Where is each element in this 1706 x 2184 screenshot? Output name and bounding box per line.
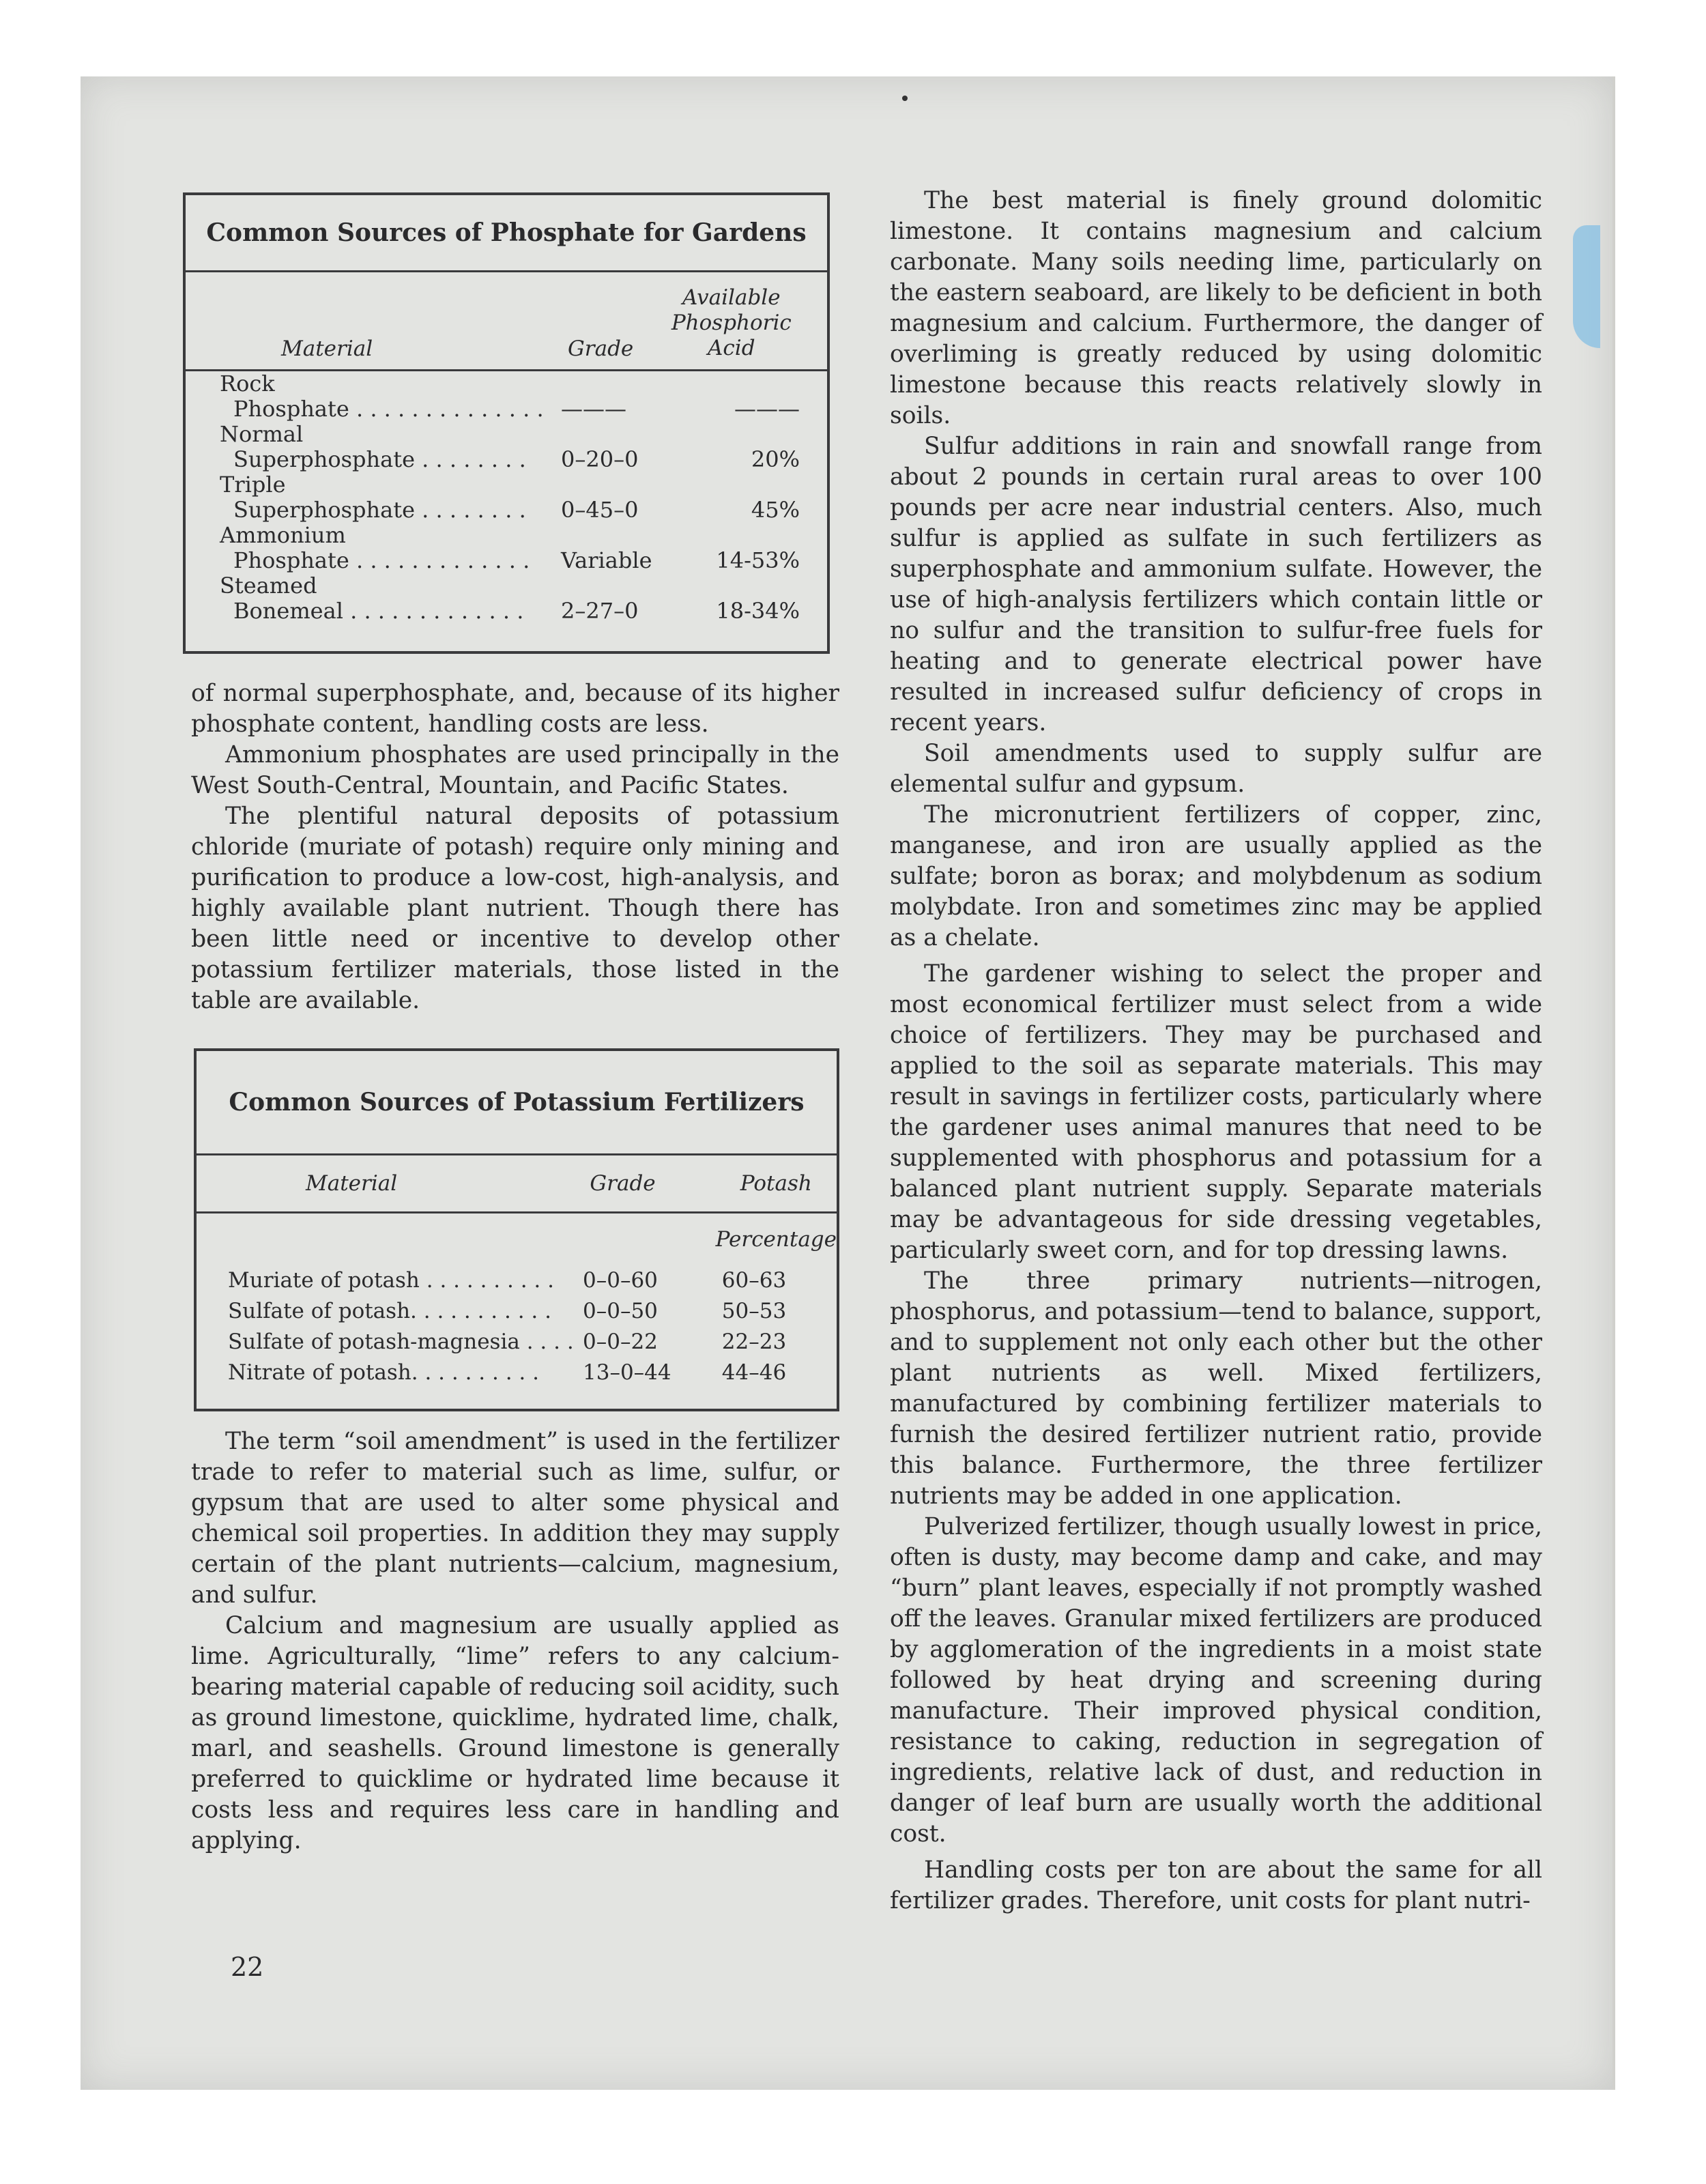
row-material-line2 [220, 599, 800, 624]
potassium-row-list [228, 1265, 809, 1388]
row-grade: 13–0–44 [583, 1360, 671, 1385]
phosphate-header-grade: Grade [527, 272, 656, 371]
potassium-header-material: Material [195, 1155, 562, 1213]
row-grade: 0–0–60 [583, 1268, 658, 1293]
row-material: Sulfate of potash-magnesia . . . . [228, 1330, 574, 1354]
potassium-table [194, 1048, 839, 1411]
paragraph: The three primary nutrients—nitrogen, phosphorus, and potassium—tend to balance, support, and to supplement not only each other but the other plant nutrients as well. Mixed fertilizers, manufactured by combining fertilizer materials to furnish the desired fertilizer nutrient ratio, provide this balance. Furthermore, the three fertilizer nutrients may be added in one application. [890, 1267, 1542, 1510]
potassium-header-percentage: Percentage [715, 1227, 837, 1252]
row-material: Bonemeal . . . . . . . . . . . . . [233, 599, 524, 624]
row-material-line1: Ammonium [220, 522, 346, 548]
phosphate-row [220, 371, 800, 422]
paragraph: Handling costs per ton are about the same for all fertilizer grades. Therefore, unit costs for plant nutri- [890, 1856, 1542, 1914]
blue-stain [1573, 225, 1600, 348]
row-material-line1: Normal [220, 421, 304, 447]
row-value: 60–63 [721, 1268, 787, 1293]
row-material-line1: Triple [220, 472, 286, 498]
row-value: 18-34% [716, 598, 800, 624]
potassium-row [228, 1357, 809, 1388]
paragraph: The micronutrient fertilizers of copper, zinc, manganese, and iron are usually applied as the sulfate; boron as borax; and molybdenum as sodium molybdate. Iron and sometimes zinc may be applied as a chelate. [890, 801, 1542, 951]
row-material: Phosphate . . . . . . . . . . . . . [233, 548, 530, 573]
row-material-line2 [220, 397, 800, 422]
row-grade: 0–0–50 [583, 1299, 658, 1323]
potassium-row [228, 1265, 809, 1296]
row-grade: 0–20–0 [561, 446, 639, 472]
phosphate-rows [184, 371, 828, 653]
row-grade: 2–27–0 [561, 598, 639, 624]
row-grade: Variable [561, 547, 652, 573]
row-material: Superphosphate . . . . . . . . [233, 447, 526, 472]
left-column-bottom [191, 1426, 839, 1856]
paragraph: Ammonium phosphates are used principally in the West South-Central, Mountain, and Pacific States. [191, 741, 839, 799]
header-available: Available [682, 285, 781, 310]
row-value: 45% [751, 497, 800, 523]
row-material-line2 [220, 447, 800, 472]
row-grade: 0–0–22 [583, 1330, 658, 1354]
paragraph: The best material is finely ground dolomitic limestone. It contains magnesium and calcium carbonate. Many soils needing lime, particularly on the eastern seaboard, are likely to be deficient in both magnesium and calcium. Furthermore, the danger of overliming is greatly reduced by using dolomitic limestone because this reacts relatively slowly in soils. [890, 187, 1542, 429]
phosphate-table-title: Common Sources of Phosphate for Gardens [184, 194, 828, 272]
row-value: 44–46 [721, 1360, 787, 1385]
row-material: Muriate of potash . . . . . . . . . . [228, 1268, 554, 1293]
row-material: Superphosphate . . . . . . . . [233, 498, 526, 523]
header-phosphoric: Phosphoric [671, 311, 792, 335]
potassium-table-title: Common Sources of Potassium Fertilizers [195, 1050, 838, 1155]
row-material-line2 [220, 548, 800, 573]
row-value: 20% [751, 446, 800, 472]
paragraph: Sulfur additions in rain and snowfall range from about 2 pounds in certain rural areas to over 100 pounds per acre near industrial centers. Also, much sulfur is applied as sulfate in such fertilizers as superphosphate and ammonium sulfate. However, the use of high-analysis fertilizers which contain little or no sulfur and the transition to sulfur-free fuels for heating and to generate electrical power have resulted in increased sulfur deficiency of crops in recent years. [890, 433, 1542, 736]
paragraph: of normal superphosphate, and, because of its higher phosphate content, handling costs are less. [191, 680, 839, 738]
phosphate-header-available-acid [656, 272, 828, 371]
row-value: 22–23 [721, 1330, 787, 1354]
potassium-header-grade: Grade [562, 1155, 715, 1213]
left-column-middle [191, 678, 839, 1016]
paragraph: Soil amendments used to supply sulfur are elemental sulfur and gypsum. [890, 740, 1542, 798]
punch-hole [902, 96, 908, 101]
row-material: Nitrate of potash. . . . . . . . . . [228, 1360, 539, 1385]
phosphate-row [220, 472, 800, 523]
potassium-header-potash: Potash [716, 1155, 838, 1213]
row-material: Phosphate . . . . . . . . . . . . . . [233, 397, 544, 422]
row-value: ——— [734, 396, 800, 422]
paragraph: Calcium and magnesium are usually applied as lime. Agriculturally, “lime” refers to any calcium-bearing material capable of reducing soil acidity, such as ground limestone, quicklime, hydrated lime, chalk, marl, and seashells. Ground limestone is generally preferred to quicklime or hydrated lime because it costs less and requires less care in handling and applying. [191, 1612, 839, 1854]
phosphate-row-list [220, 371, 800, 624]
paragraph: The plentiful natural deposits of potassium chloride (muriate of potash) require only mining and purification to produce a low-cost, high-analysis, and highly available plant nutrient. Though there has been little need or incentive to develop other potassium fertilizer materials, those listed in the table are available. [191, 803, 839, 1014]
row-grade: ——— [561, 396, 626, 422]
potassium-row [228, 1327, 809, 1357]
potassium-rows [195, 1260, 838, 1410]
row-material-line2 [220, 498, 800, 523]
page-number: 22 [231, 1952, 264, 1982]
row-value: 14-53% [716, 547, 800, 573]
phosphate-table [183, 192, 830, 654]
paragraph: Pulverized fertilizer, though usually lowest in price, often is dusty, may become damp and cake, and may “burn” plant leaves, especially if not promptly washed off the leaves. Granular mixed fertilizers are produced by agglomeration of the ingredients in a moist state followed by heat drying and screening during manufacture. Their improved physical condition, resistance to caking, reduction in segregation of ingredients, relative lack of dust, and reduction in danger of leaf burn are usually worth the additional cost. [890, 1513, 1542, 1848]
phosphate-header-material: Material [184, 272, 527, 371]
paragraph: The term “soil amendment” is used in the fertilizer trade to refer to material such as lime, sulfur, or gypsum that are used to alter some physical and chemical soil properties. In addition they may supply certain of the plant nutrients—calcium, magnesium, and sulfur. [191, 1428, 839, 1609]
potassium-row [228, 1296, 809, 1327]
phosphate-row [220, 422, 800, 472]
right-column [890, 186, 1542, 1916]
row-material-line1: Steamed [220, 573, 317, 599]
phosphate-row [220, 523, 800, 573]
row-material-line1: Rock [220, 371, 275, 397]
row-material: Sulfate of potash. . . . . . . . . . . [228, 1299, 551, 1323]
phosphate-row [220, 573, 800, 624]
header-acid: Acid [708, 336, 755, 360]
row-grade: 0–45–0 [561, 497, 639, 523]
row-value: 50–53 [721, 1299, 787, 1323]
paragraph: The gardener wishing to select the proper and most economical fertilizer must select from a wide choice of fertilizers. They may be purchased and applied to the soil as separate materials. This may result in savings in fertilizer costs, particularly where the gardener uses animal manures that need to be supplemented with phosphorus and potassium for a balanced plant nutrient supply. Separate materials may be advantageous for side dressing vegetables, particularly sweet corn, and for top dressing lawns. [890, 960, 1542, 1264]
